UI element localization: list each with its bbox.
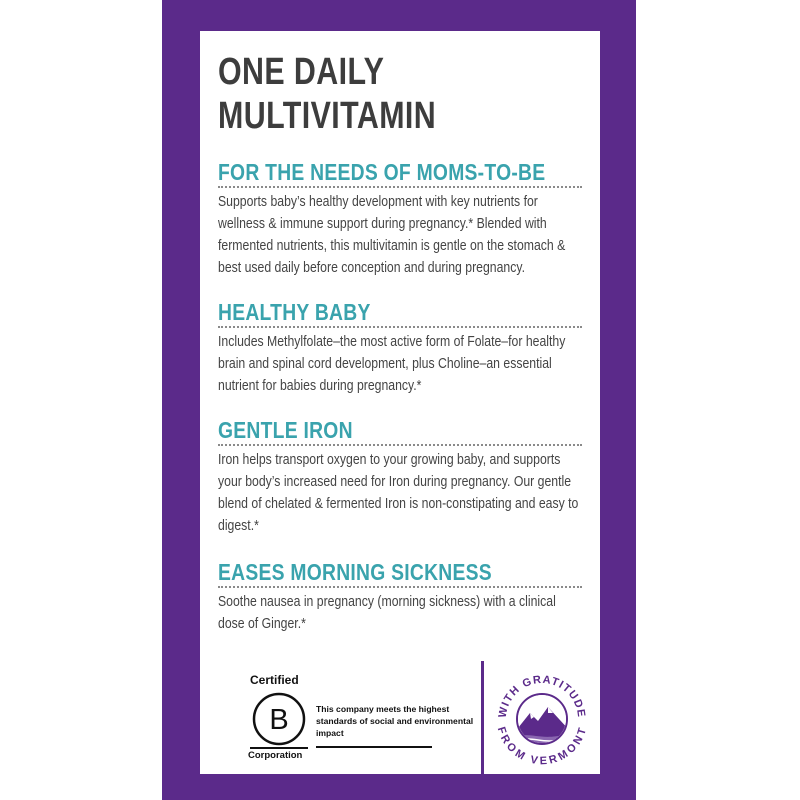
vermont-seal <box>484 661 600 774</box>
title-line-2: MULTIVITAMIN <box>218 95 437 137</box>
section-body: Supports baby’s healthy development with key nutrients for wellness & immune support during pregnancy.* Blended with fermented nutrients, this multivitamin is gentle on the stomach & best used daily before conception and during pregnancy. <box>218 194 566 276</box>
section-body: Soothe nausea in pregnancy (morning sickness) with a clinical dose of Ginger.* <box>218 594 556 632</box>
dotted-divider <box>218 586 582 588</box>
section-moms-to-be <box>218 159 582 279</box>
b-corp-badge <box>200 661 484 774</box>
seal-bottom-text: FROM VERMONT <box>494 725 590 768</box>
dotted-divider <box>218 326 582 328</box>
section-morning-sickness <box>218 559 582 635</box>
info-card <box>200 31 600 661</box>
vermont-seal-icon <box>484 661 600 774</box>
seal-top-text: WITH GRATITUDE <box>496 673 588 719</box>
dotted-divider <box>218 444 582 446</box>
bcorp-certified-label: Certified <box>250 673 299 687</box>
section-heading: HEALTHY BABY <box>218 299 371 325</box>
bcorp-statement-rule <box>316 746 432 748</box>
section-healthy-baby <box>218 299 582 397</box>
bcorp-letter: B <box>269 704 289 736</box>
bcorp-statement: This company meets the highest standards of social and environmental impact <box>316 704 474 738</box>
product-title <box>218 50 436 138</box>
bcorp-underline <box>250 747 308 749</box>
section-gentle-iron <box>218 417 582 537</box>
bcorp-corporation-label: Corporation <box>248 750 303 761</box>
certification-row <box>200 661 600 774</box>
section-heading: GENTLE IRON <box>218 417 353 443</box>
section-body: Iron helps transport oxygen to your growing baby, and supports your body’s increased need for Iron during pregnancy. Our gentle blend of chelated & fermented Iron is non-constipating and easy to digest.* <box>218 452 579 534</box>
section-heading: FOR THE NEEDS OF MOMS-TO-BE <box>218 159 546 185</box>
b-corp-logo-icon <box>250 690 308 748</box>
section-body: Includes Methylfolate–the most active form of Folate–for healthy brain and spinal cord development, plus Choline–an essential nutrient for babies during pregnancy.* <box>218 334 566 394</box>
title-line-1: ONE DAILY <box>218 51 385 93</box>
section-heading: EASES MORNING SICKNESS <box>218 559 492 585</box>
dotted-divider <box>218 186 582 188</box>
